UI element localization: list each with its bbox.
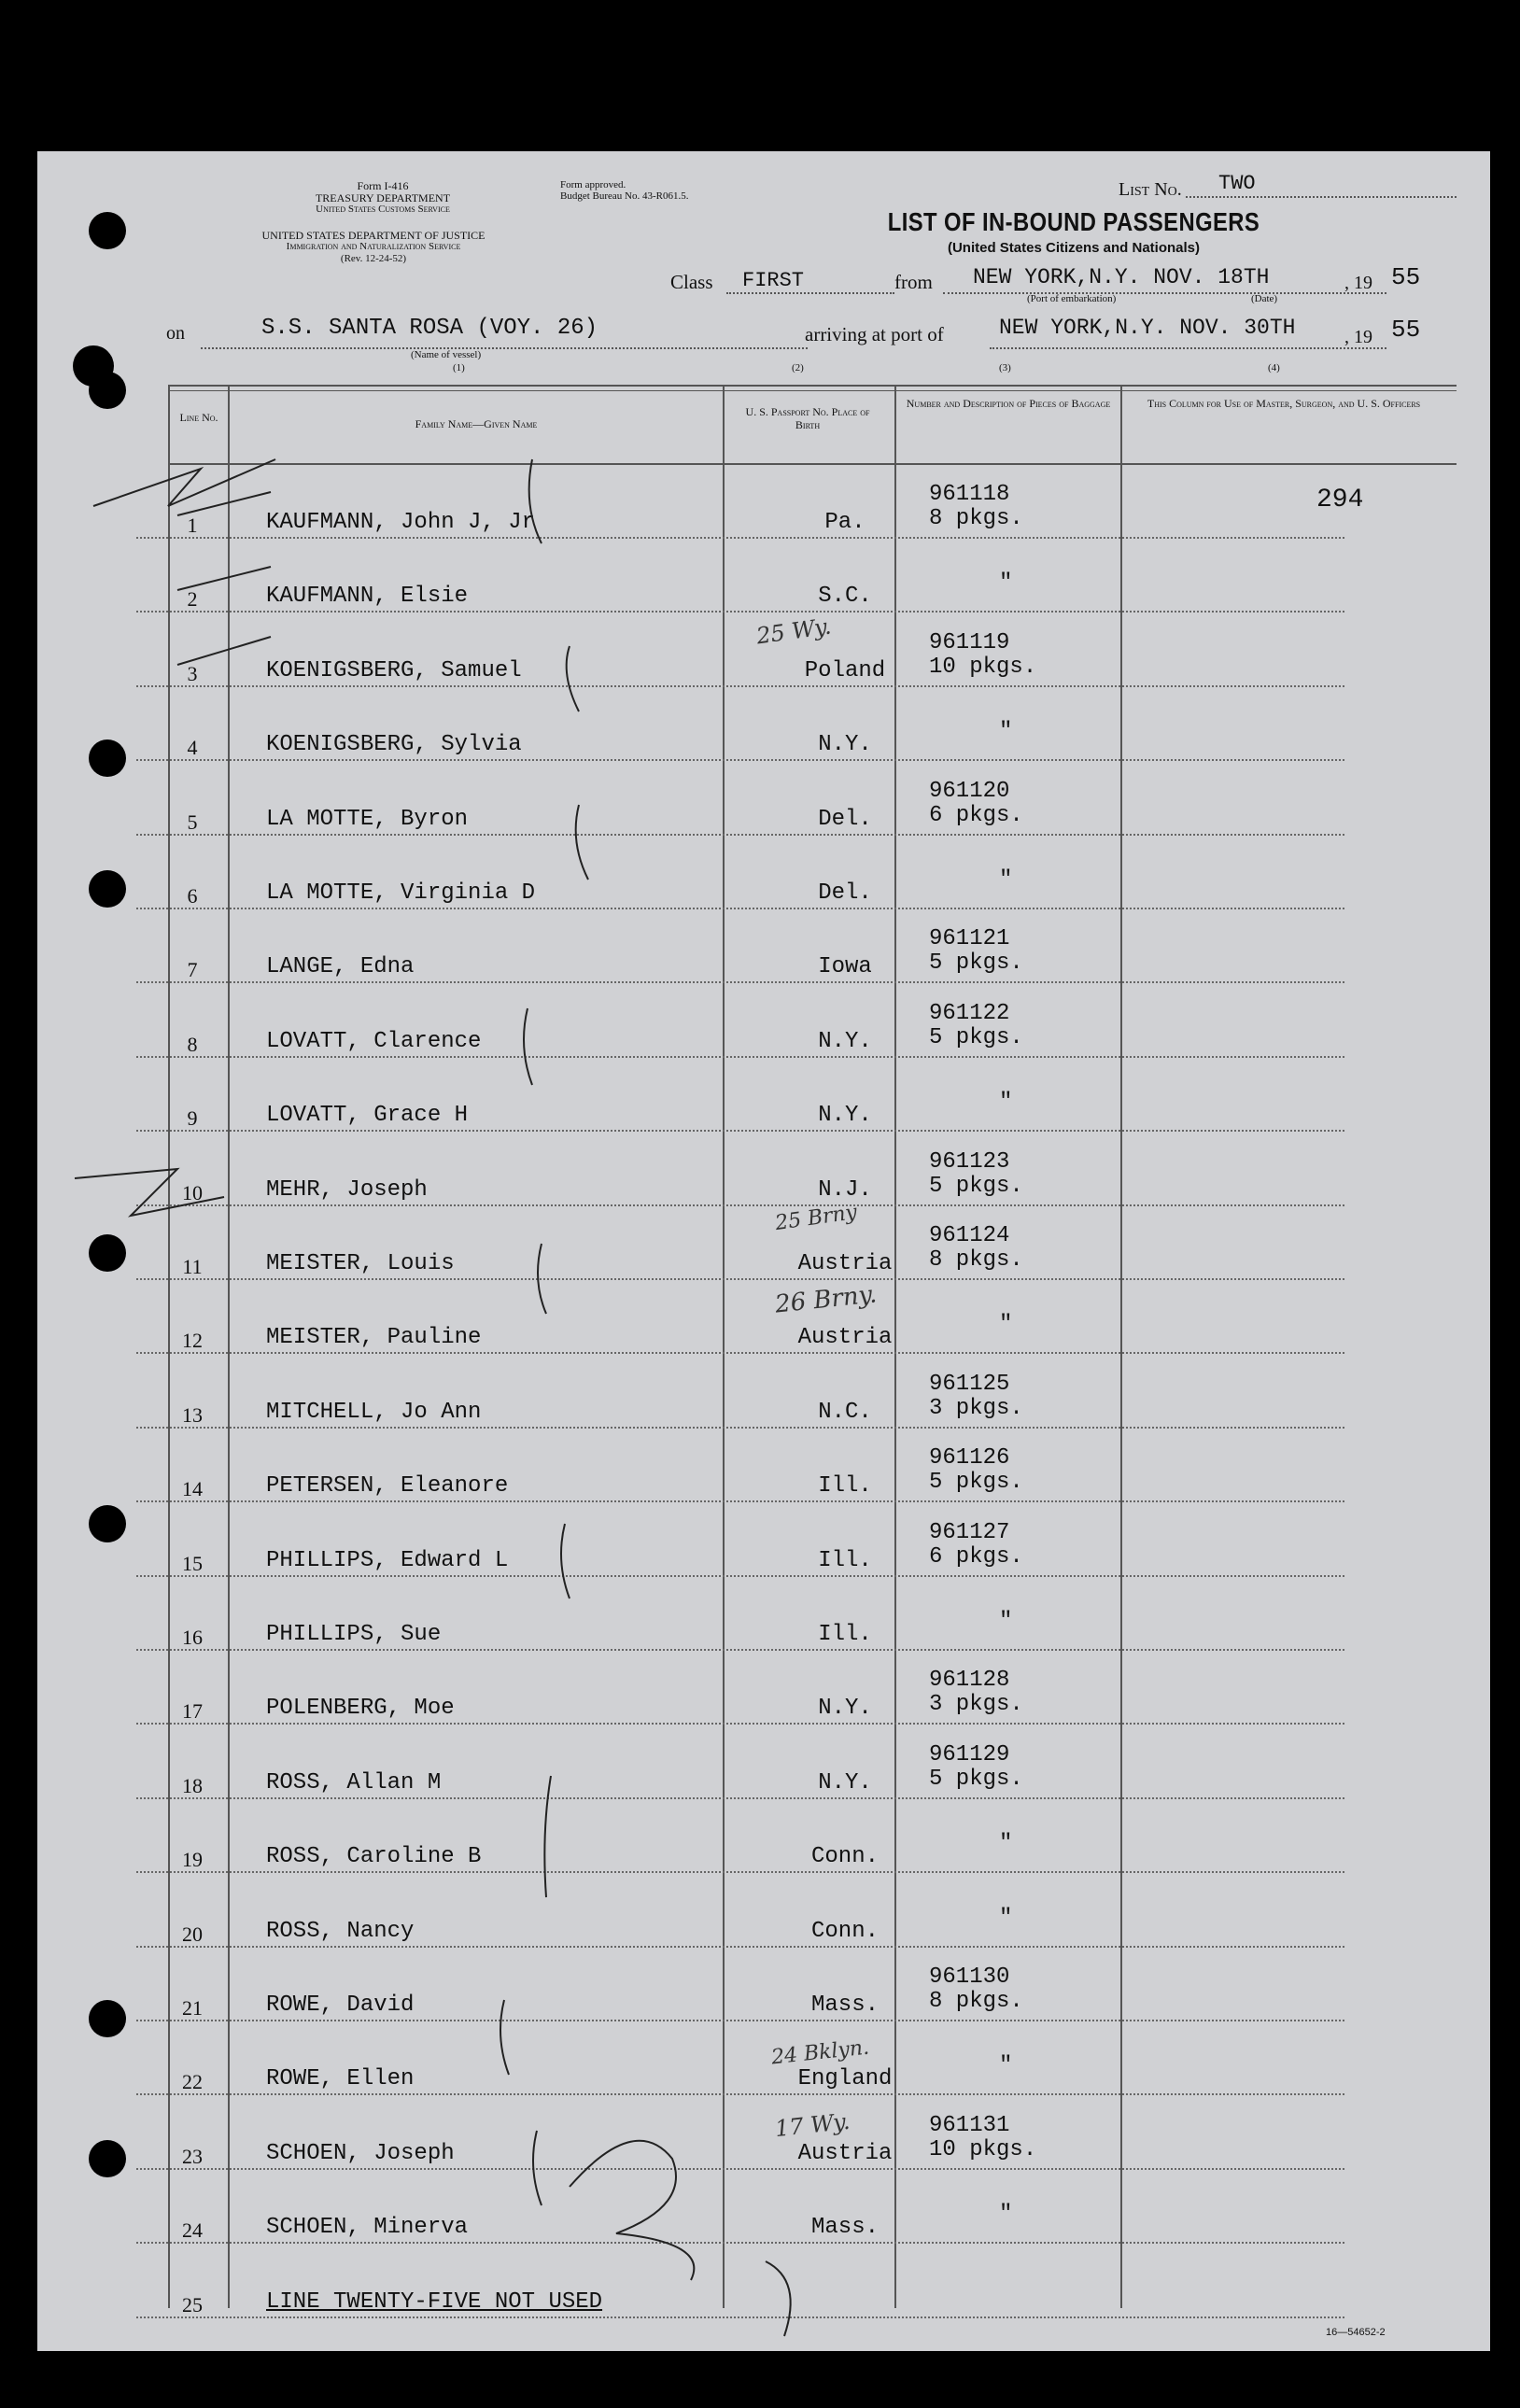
- passenger-name: PETERSEN, Eleanore: [266, 1473, 509, 1500]
- col-header-line: Line No.: [179, 411, 218, 424]
- baggage-number: 961123: [929, 1148, 1010, 1175]
- bracket-row21: [500, 2000, 509, 2075]
- passenger-name: LINE TWENTY-FIVE NOT USED: [266, 2288, 603, 2315]
- line-number: 11: [182, 1255, 203, 1278]
- line-number: 17: [182, 1699, 203, 1724]
- col-header-name: Family Name—Given Name: [415, 417, 538, 430]
- passenger-name: SCHOEN, Minerva: [266, 2215, 469, 2241]
- bracket-row18: [544, 1776, 551, 1897]
- baggage-description: 5 pkgs.: [929, 951, 1023, 977]
- baggage-description: ": [999, 2053, 1013, 2079]
- ins-service: Immigration and Naturalization Service: [286, 241, 461, 252]
- passenger-name: POLENBERG, Moe: [266, 1696, 455, 1722]
- baggage-description: ": [999, 1905, 1013, 1931]
- place-of-birth: Pa.: [824, 510, 866, 535]
- col-num-4: (4): [1268, 362, 1280, 373]
- baggage-description: 6 pkgs.: [929, 802, 1023, 828]
- passenger-name: ROSS, Allan M: [266, 1769, 442, 1795]
- place-of-birth: S.C.: [818, 584, 872, 610]
- line-number: 24: [182, 2218, 203, 2243]
- place-of-birth: Del.: [818, 806, 872, 832]
- baggage-description: 5 pkgs.: [929, 1173, 1023, 1199]
- col-num-3: (3): [999, 362, 1011, 373]
- baggage-number: 961124: [929, 1223, 1010, 1248]
- baggage-description: ": [999, 867, 1013, 893]
- col-header-passport: U. S. Passport No. Place of Birth: [745, 405, 870, 431]
- bracket-row3: [567, 646, 579, 711]
- check-row3: [177, 637, 271, 665]
- baggage-description: ": [999, 1831, 1013, 1857]
- passenger-name: LOVATT, Grace H: [266, 1103, 469, 1129]
- form-title: LIST OF IN-BOUND PASSENGERS: [887, 207, 1260, 236]
- form-subtitle: (United States Citizens and Nationals): [947, 240, 1201, 256]
- tally-mark-row10: [75, 1169, 224, 1216]
- vessel-caption: (Name of vessel): [411, 349, 482, 360]
- passenger-name: LA MOTTE, Byron: [266, 806, 469, 832]
- passenger-name: ROSS, Nancy: [266, 1918, 415, 1944]
- baggage-description: ": [999, 2202, 1013, 2228]
- officer-number: 294: [1316, 486, 1364, 514]
- place-of-birth: Ill.: [818, 1622, 872, 1647]
- baggage-description: ": [999, 719, 1013, 745]
- line-number: 12: [182, 1329, 203, 1353]
- form-number: Form I-416: [357, 179, 409, 192]
- passenger-name: KAUFMANN, John J, Jr: [266, 510, 536, 535]
- passenger-name: MEISTER, Pauline: [266, 1325, 482, 1351]
- place-of-birth: N.Y.: [818, 1696, 872, 1722]
- list-no-value: TWO: [1218, 172, 1256, 195]
- passenger-name: MITCHELL, Jo Ann: [266, 1399, 482, 1425]
- baggage-description: 6 pkgs.: [929, 1543, 1023, 1570]
- class-value: FIRST: [742, 269, 805, 292]
- passenger-name: MEISTER, Louis: [266, 1251, 455, 1276]
- baggage-number: 961119: [929, 629, 1010, 655]
- baggage-description: 5 pkgs.: [929, 1024, 1023, 1050]
- bracket-row15: [561, 1524, 570, 1598]
- line-number: 25: [182, 2292, 203, 2316]
- from-value: NEW YORK,N.Y. NOV. 18TH: [973, 265, 1270, 289]
- arrival-year-prefix: , 19: [1344, 327, 1372, 347]
- passenger-name: LA MOTTE, Virginia D: [266, 880, 536, 906]
- bracket-row23: [533, 2131, 542, 2205]
- passenger-name: ROSS, Caroline B: [266, 1844, 482, 1870]
- arriving-label: arriving at port of: [805, 323, 944, 345]
- baggage-number: 961121: [929, 926, 1010, 952]
- place-of-birth: N.Y.: [818, 1103, 872, 1129]
- justice-dept: UNITED STATES DEPARTMENT OF JUSTICE: [261, 229, 486, 242]
- line-number: 7: [187, 958, 198, 982]
- place-of-birth: N.J.: [818, 1176, 872, 1203]
- baggage-number: 961129: [929, 1741, 1010, 1767]
- baggage-description: 8 pkgs.: [929, 506, 1023, 531]
- place-of-birth: Mass.: [810, 1993, 879, 2018]
- place-of-birth: Ill.: [818, 1473, 872, 1500]
- from-label: from: [894, 271, 933, 293]
- col-header-baggage: Number and Description of Pieces of Baggage: [906, 397, 1111, 410]
- place-of-birth: N.C.: [818, 1399, 872, 1425]
- baggage-number: 961131: [929, 2112, 1010, 2138]
- handwritten-marks: [37, 151, 1490, 2351]
- line-number: 2: [187, 587, 198, 612]
- col-num-2: (2): [792, 362, 804, 373]
- revision-date: (Rev. 12-24-52): [340, 253, 407, 264]
- line-number: 9: [187, 1106, 198, 1131]
- line-number: 5: [187, 810, 198, 834]
- place-of-birth: Conn.: [810, 1844, 879, 1870]
- place-of-birth: Austria: [797, 1251, 893, 1276]
- line-number: 21: [182, 1996, 203, 2020]
- arrival-year: 55: [1391, 316, 1421, 344]
- handwritten-note-row12: 26 Brny.: [773, 1280, 879, 1319]
- line-number: 16: [182, 1626, 203, 1649]
- baggage-description: 3 pkgs.: [929, 1692, 1023, 1718]
- line-number: 8: [187, 1032, 198, 1056]
- passenger-name: LANGE, Edna: [266, 954, 415, 980]
- passenger-name: ROWE, David: [266, 1993, 415, 2018]
- passenger-name: KAUFMANN, Elsie: [266, 584, 469, 610]
- form-sheet: [37, 151, 1490, 2351]
- place-of-birth: Conn.: [810, 1918, 879, 1944]
- baggage-number: 961127: [929, 1519, 1010, 1545]
- handwritten-note-row22: 24 Bklyn.: [769, 2035, 871, 2070]
- baggage-description: 8 pkgs.: [929, 1989, 1023, 2014]
- from-year: 55: [1391, 263, 1421, 291]
- place-of-birth: Mass.: [810, 2215, 879, 2241]
- passenger-name: SCHOEN, Joseph: [266, 2140, 455, 2166]
- bracket-row5: [576, 805, 588, 880]
- bracket-row1: [529, 459, 542, 543]
- place-of-birth: N.Y.: [818, 1028, 872, 1054]
- line-number: 13: [182, 1402, 203, 1427]
- signature-scribble: [570, 2141, 694, 2280]
- passenger-name: PHILLIPS, Edward L: [266, 1547, 509, 1573]
- place-of-birth: N.Y.: [818, 732, 872, 758]
- place-of-birth: Austria: [797, 1325, 893, 1351]
- bracket-row11: [538, 1244, 546, 1314]
- line-number: 22: [182, 2070, 203, 2094]
- place-of-birth: Del.: [818, 880, 872, 906]
- check-row2: [177, 567, 271, 590]
- line-number: 23: [182, 2144, 203, 2168]
- baggage-description: 5 pkgs.: [929, 1470, 1023, 1496]
- tally-mark-row1: [93, 459, 275, 506]
- check-scribble: [766, 2261, 791, 2336]
- line-number: 14: [182, 1477, 203, 1501]
- passenger-name: MEHR, Joseph: [266, 1176, 428, 1203]
- baggage-number: 961125: [929, 1371, 1010, 1397]
- vessel-name: S.S. SANTA ROSA (VOY. 26): [261, 316, 598, 341]
- passenger-name: PHILLIPS, Sue: [266, 1622, 442, 1647]
- baggage-number: 961130: [929, 1964, 1010, 1990]
- baggage-description: ": [999, 570, 1013, 597]
- baggage-number: 961118: [929, 482, 1010, 507]
- line-number: 3: [187, 661, 198, 685]
- line-number: 18: [182, 1773, 203, 1797]
- place-of-birth: Austria: [797, 2140, 893, 2166]
- place-of-birth: England: [797, 2066, 893, 2092]
- col-header-officers: This Column for Use of Master, Surgeon, and U. S. Officers: [1147, 397, 1421, 410]
- treasury-dept: TREASURY DEPARTMENT: [315, 191, 451, 204]
- baggage-description: ": [999, 1312, 1013, 1338]
- place-of-birth: Ill.: [818, 1547, 872, 1573]
- customs-service: United States Customs Service: [316, 204, 450, 215]
- baggage-description: 8 pkgs.: [929, 1247, 1023, 1273]
- place-of-birth: Poland: [804, 657, 886, 683]
- place-of-birth: Iowa: [818, 954, 872, 980]
- baggage-description: 5 pkgs.: [929, 1766, 1023, 1792]
- line-number: 6: [187, 884, 198, 908]
- passenger-name: LOVATT, Clarence: [266, 1028, 482, 1054]
- place-of-birth: N.Y.: [818, 1769, 872, 1795]
- port-embark-caption: (Port of embarkation): [1027, 293, 1117, 304]
- baggage-number: 961128: [929, 1668, 1010, 1694]
- line-number: 20: [182, 1922, 203, 1946]
- baggage-description: ": [999, 1090, 1013, 1116]
- line-number: 1: [187, 514, 198, 537]
- form-approved: Form approved.: [560, 179, 626, 190]
- on-label: on: [166, 323, 185, 344]
- handwritten-note-row3: 25 Wy.: [754, 613, 833, 650]
- budget-bureau: Budget Bureau No. 43-R061.5.: [560, 190, 689, 202]
- list-no-label: List No.: [1119, 179, 1182, 200]
- baggage-description: ": [999, 1609, 1013, 1634]
- baggage-number: 961122: [929, 1000, 1010, 1026]
- date-caption: (Date): [1251, 293, 1278, 304]
- baggage-description: 10 pkgs.: [929, 2136, 1037, 2162]
- line-number: 19: [182, 1848, 203, 1872]
- col-num-1: (1): [453, 362, 465, 373]
- handwritten-note-row11: 25 Brny: [773, 1200, 859, 1236]
- handwritten-note-row23: 17 Wy.: [773, 2107, 851, 2143]
- baggage-number: 961120: [929, 778, 1010, 804]
- footer-code: 16—54652-2: [1326, 2327, 1386, 2338]
- from-year-prefix: , 19: [1344, 273, 1372, 293]
- baggage-description: 10 pkgs.: [929, 654, 1037, 680]
- arrival-value: NEW YORK,N.Y. NOV. 30TH: [999, 316, 1296, 340]
- line-number: 10: [182, 1180, 203, 1204]
- passenger-name: ROWE, Ellen: [266, 2066, 415, 2092]
- baggage-number: 961126: [929, 1445, 1010, 1472]
- line-number: 15: [182, 1551, 203, 1575]
- class-label: Class: [670, 271, 713, 293]
- passenger-name: KOENIGSBERG, Sylvia: [266, 732, 522, 758]
- line-number: 4: [187, 736, 198, 760]
- passenger-name: KOENIGSBERG, Samuel: [266, 657, 522, 683]
- bracket-row8: [524, 1008, 532, 1085]
- baggage-description: 3 pkgs.: [929, 1395, 1023, 1421]
